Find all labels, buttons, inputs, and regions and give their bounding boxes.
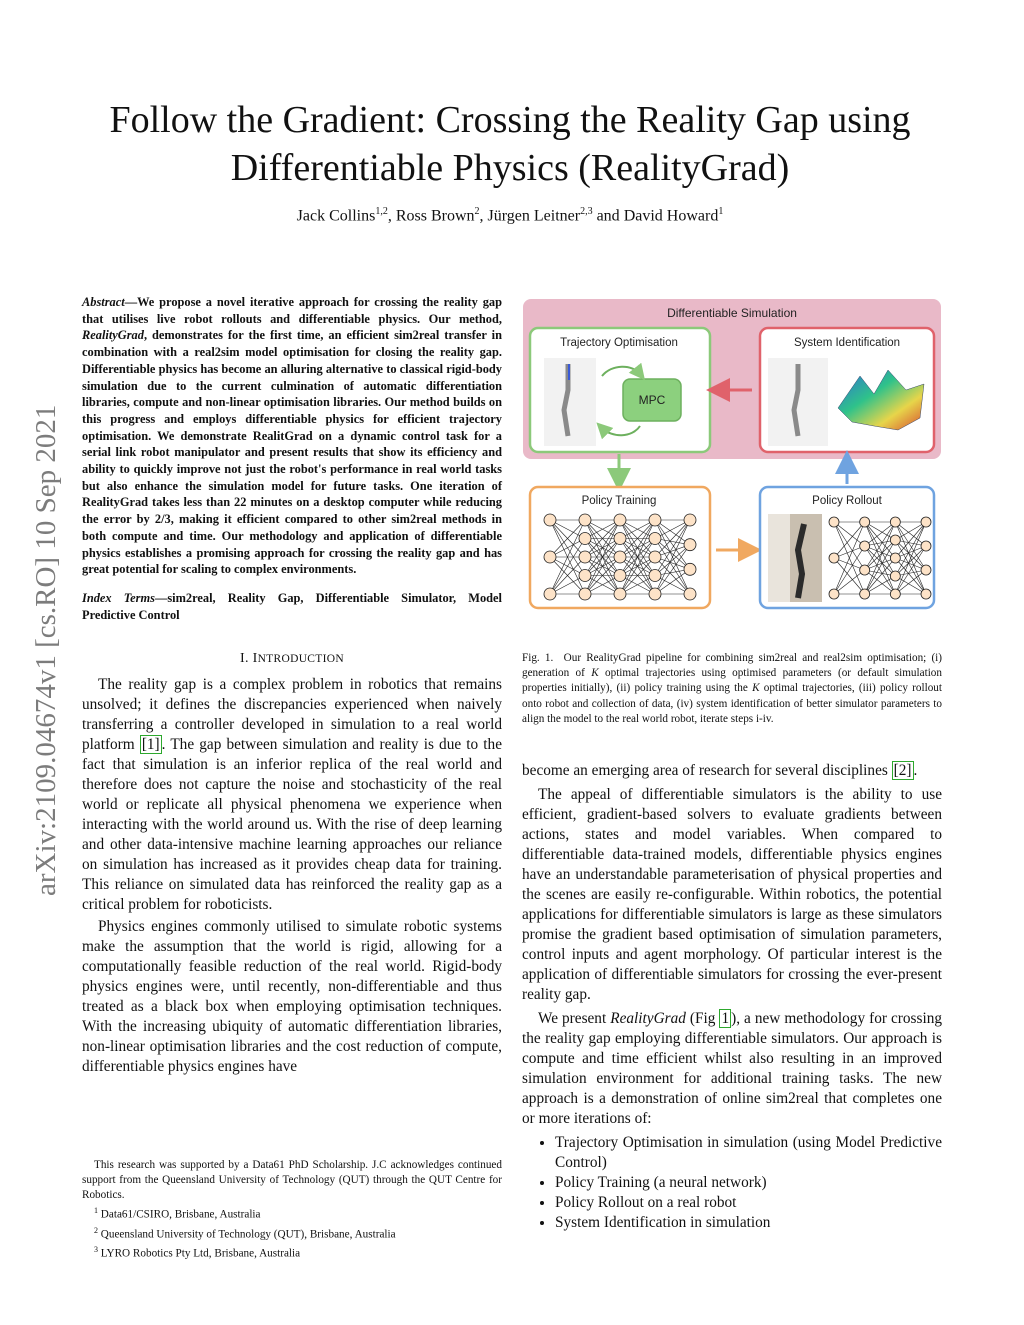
network-node (890, 571, 900, 581)
author-affiliation: 1 (718, 206, 724, 217)
network-node (890, 553, 900, 563)
mpc-label: MPC (638, 393, 666, 407)
intro-paragraph: The reality gap is a complex problem in robotics that remains unsolved; it defines the discrepancies experienced when naively transferring a controller developed in simulation to a real world platform [1] . The gap between simulation and reality is due to the fact that simulation is an inferior replica of the real world and therefore does not capture the noise and stochasticity of the real world or replicate all physical phenomena we experience when interacting with the world around us. With the rise of deep learning and other data-intensive machine learning approaches our reliance on simulation has increased as it provides cheap data for training. This reliance on simulated data has reinforced the reality gap as a critical problem for roboticists. (82, 676, 502, 914)
index-terms: Index Terms—sim2real, Reality Gap, Differentiable Simulator, Model Predictive Control (82, 590, 502, 622)
network-node (829, 589, 839, 599)
intro-paragraph: The appeal of differentiable simulators is the ability to use efficient, gradient-based solvers to evaluate gradients between actions, states and model variables. When compared to differentiable data-trained models, differentiable physics engines have an understandable parameterisation of physical properties and the scenes are easily re-configurable. Within robotics, the potential applications for differentiable simulators is large as these simulators promise the gradient based optimisation of simulation parameters, control inputs and agent morphology. Of particular interest is the application of differentiable simulators for crossing the ever-present reality gap. (522, 786, 942, 1003)
network-node (829, 553, 839, 563)
network-node (579, 533, 591, 545)
figure-label: Fig. 1. (522, 652, 554, 664)
citation-link[interactable]: [1] (141, 736, 160, 754)
network-node (860, 517, 870, 527)
network-node (614, 533, 626, 545)
network-node (684, 514, 696, 526)
abstract-label: Abstract (82, 295, 125, 309)
policy-rollout-label: Policy Rollout (812, 495, 882, 507)
intro-paragraph: Physics engines commonly utilised to simulate robotic systems make the assumption that the world is rigid, allowing for a computationally feasible reduction of the real world. Rigid-body physics engines were, until recently, non-differentiable and thus treated as a black box when employing optimisation techniques. With the increasing ubiquity of automatic differentiation libraries, non-linear optimisation libraries and the cost reduction of compute, differentiable physics engines have (82, 918, 502, 1076)
network-node (579, 588, 591, 600)
citation-link[interactable]: [2] (893, 762, 912, 779)
network-node (829, 517, 839, 527)
list-item: • System Identification in simulation (555, 1213, 942, 1233)
trajectory-optimisation-label: Trajectory Optimisation (560, 337, 678, 349)
network-node (649, 514, 661, 526)
network-node (614, 514, 626, 526)
network-node (614, 588, 626, 600)
figure-caption: Fig. 1. Our RealityGrad pipeline for combining sim2real and real2sim optimisation; (i) generation of K optimal trajectories using optimised parameters (or default simulation properties initially), (ii) policy training using the K optimal trajectories, (iii) policy rollout onto robot and collection of data, (iv) system identification of better simulator parameters to align the model to the real world robot, iterate steps i-iv. (522, 652, 942, 725)
network-node (579, 570, 591, 582)
system-identification-label: System Identification (793, 337, 901, 349)
author-name: Jürgen Leitner (487, 207, 581, 225)
network-node (614, 551, 626, 563)
figure-link[interactable]: 1 (721, 1010, 730, 1027)
network-node (544, 588, 556, 600)
section-heading-introduction: I. INTRODUCTION (240, 651, 344, 667)
paper-title: Follow the Gradient: Crossing the Reality Gap using Differentiable Physics (RealityGrad) (109, 99, 911, 189)
intro-paragraph: become an emerging area of research for several disciplines [2] . (522, 762, 918, 779)
author-list: Jack Collins$^{1,2}$, Ross Brown$^2$, Jürgen Leitner$^{2,3}$ and David Howard$^1$ (296, 206, 724, 225)
network-node (649, 588, 661, 600)
network-node (579, 551, 591, 563)
network-node (890, 535, 900, 545)
left-column (82, 294, 502, 1077)
right-column (522, 761, 942, 1233)
network-node (649, 551, 661, 563)
network-node (684, 539, 696, 551)
network-node (860, 541, 870, 551)
network-node (921, 517, 931, 527)
affiliation-footnote: $^1$ Data61/CSIRO, Brisbane, Australia (94, 1206, 261, 1221)
footnotes (82, 1158, 502, 1262)
network-node (649, 570, 661, 582)
funding-note: This research was supported by a Data61 PhD Scholarship. J.C acknowledges continued support from the Queensland University of Technology (QUT) through the QUT Centre for Robotics. (82, 1159, 502, 1201)
author-name: David Howard (623, 207, 719, 225)
network-node (684, 588, 696, 600)
list-item: • Policy Training (a neural network) (555, 1173, 942, 1193)
index-terms-label: Index Terms (82, 590, 155, 605)
affiliation-footnote: $^3$ LYRO Robotics Pty Ltd, Brisbane, Australia (94, 1245, 301, 1261)
arxiv-identifier: arXiv:2109.04674v1 [cs.RO] 10 Sep 2021 (30, 404, 62, 896)
abstract: Abstract—We propose a novel iterative approach for crossing the reality gap that utilises live robot rollouts and differentiable physics. Our method, RealityGrad, demonstrates for the first time, an efficient sim2real transfer in combination with a real2sim model optimisation for closing the reality gap. Differentiable physics has become an alluring alternative to classical rigid-body simulation due to the current culmination of automatic differentiation libraries, compute and non-linear optimisation libraries. Our method builds on this progress and employs differentiable physics for efficient trajectory optimisation. We demonstrate RealitGrad on a dynamic control task for a serial link robot manipulator and present results that show its efficiency and ability to quickly improve not just the robot's performance in real world tasks but also enhance the simulation model for future tasks. One iteration of RealityGrad takes less than 22 minutes on a desktop computer while reducing the error by 2/3, making it efficient compared to other sim2real methods in both compute and time. Our methodology and application of differentiable physics establishes a promising approach for crossing the reality gap and has great potential for scaling to complex environments. (82, 295, 502, 577)
network-node (860, 565, 870, 575)
author-name: Jack Collins (296, 207, 376, 225)
policy-training-label: Policy Training (581, 495, 657, 507)
method-name: RealityGrad (82, 328, 144, 343)
network-node (921, 541, 931, 551)
author-affiliation: 2,3 (580, 206, 593, 217)
network-node (649, 533, 661, 545)
author-affiliation: 2 (474, 206, 480, 217)
iteration-steps-list (522, 1133, 942, 1233)
network-node (890, 589, 900, 599)
network-node (860, 589, 870, 599)
affiliation-footnote: $^2$ Queensland University of Technology (QUT), Brisbane, Australia (94, 1225, 396, 1241)
pipeline-figure (522, 298, 942, 612)
method-name: RealityGrad (610, 1010, 686, 1027)
network-node (544, 514, 556, 526)
author-affiliation: 1,2 (375, 206, 388, 217)
network-node (614, 570, 626, 582)
list-item: • Trajectory Optimisation in simulation (using Model Predictive Control) (555, 1133, 942, 1173)
list-item: • Policy Rollout on a real robot (555, 1193, 942, 1213)
network-node (544, 551, 556, 563)
network-node (921, 565, 931, 575)
network-node (890, 517, 900, 527)
author-name: Ross Brown (395, 207, 475, 225)
intro-paragraph: We present RealityGrad (Fig 1 ), a new methodology for crossing the reality gap employing differentiable simulators. Our approach is compute and time efficient whilst also resulting in an improved simulation environment for additional training tasks. The new approach is a demonstration of online sim2real that completes one or more iterations of: (522, 1010, 942, 1127)
network-node (921, 589, 931, 599)
network-node (579, 514, 591, 526)
banner-label: Differentiable Simulation (667, 306, 797, 320)
network-node (684, 563, 696, 575)
